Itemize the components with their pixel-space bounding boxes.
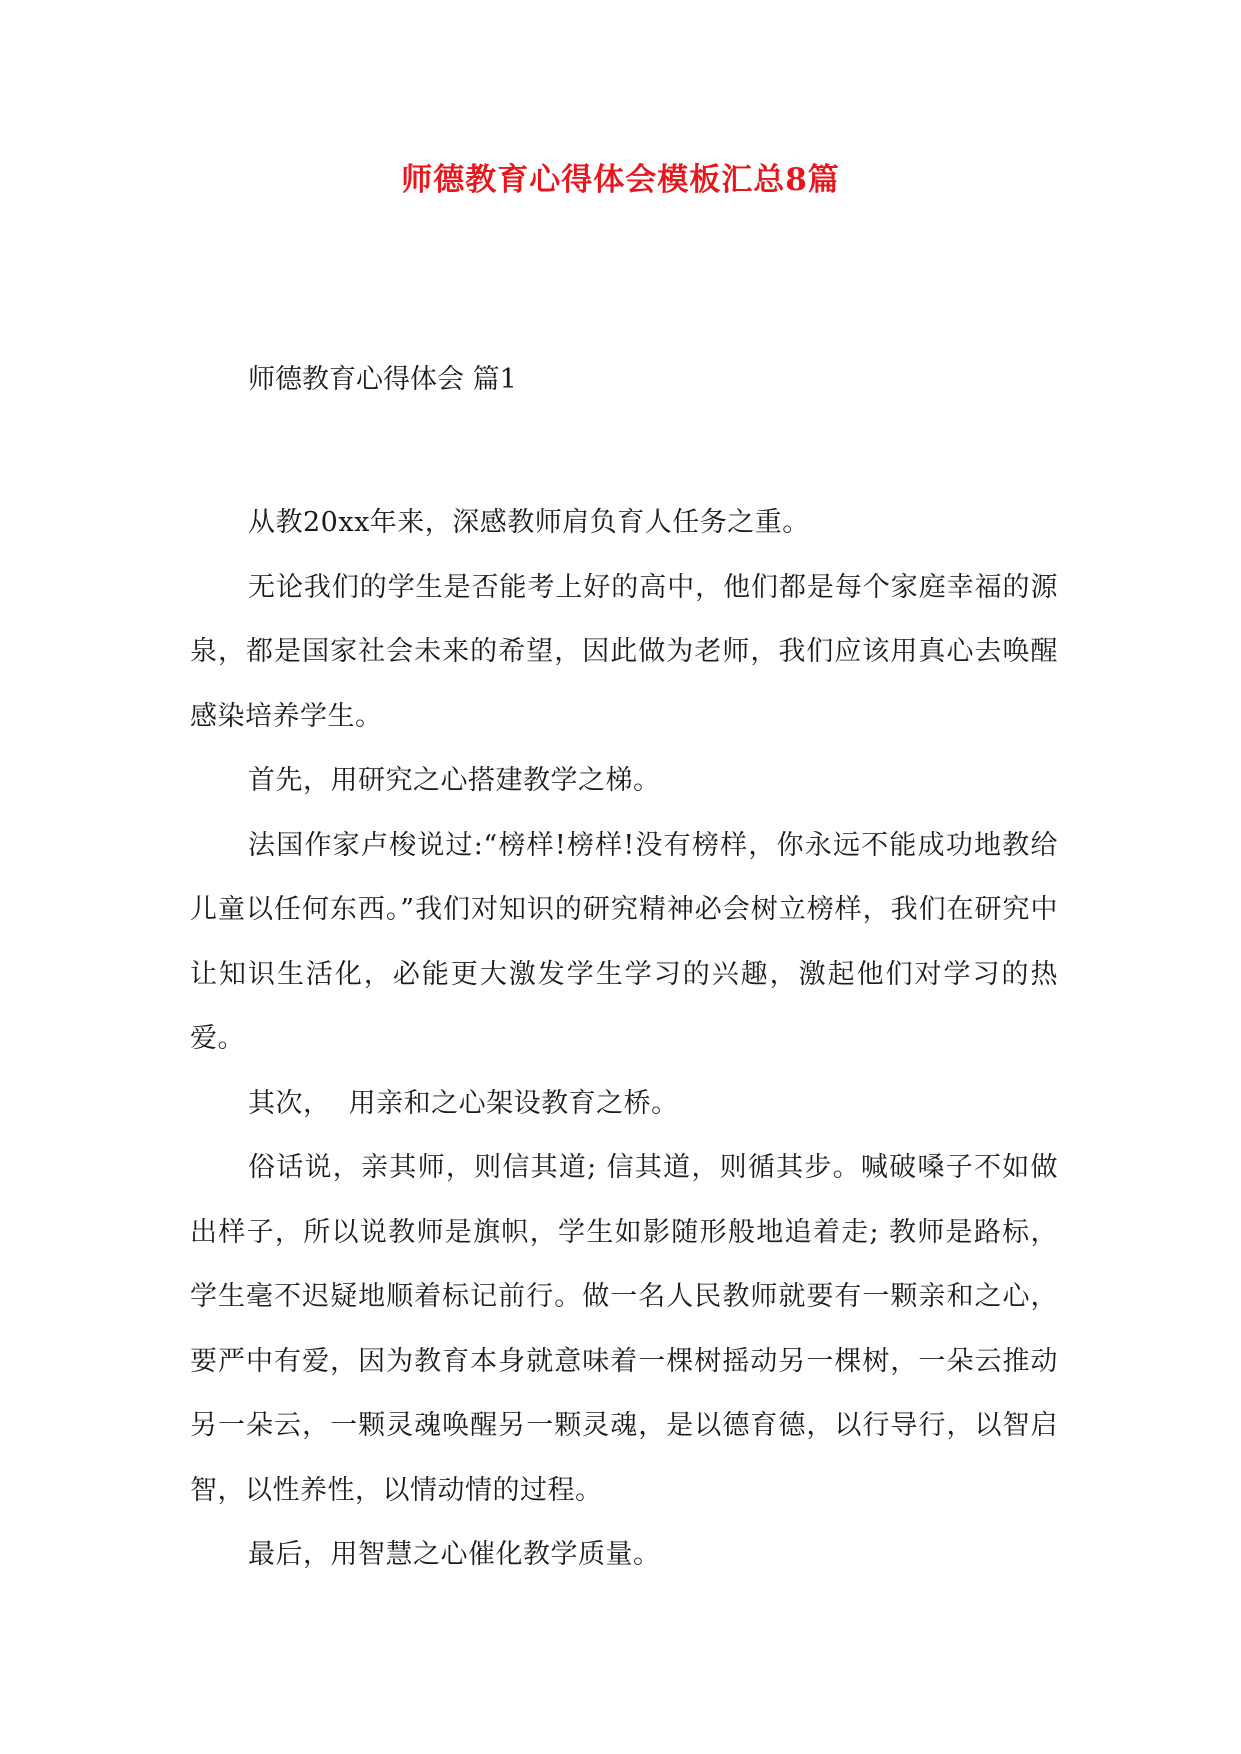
paragraph: 最后，用智慧之心催化教学质量。 — [248, 1539, 661, 1570]
paragraph: 法国作家卢梭说过:“榜样!榜样!没有榜样，你永远不能成功地教给儿童以任何东西。”我们对知识的研究精神必会树立榜样，我们在研究中让知识生活化，必能更大激发学生学习的兴趣，激起他们对学习的热爱。 — [190, 829, 1058, 1054]
body-text — [190, 491, 1058, 1588]
document-title: 师德教育心得体会模板汇总8篇 — [401, 162, 840, 198]
paragraph: 其次， 用亲和之心架设教育之桥。 — [248, 1087, 679, 1119]
section-heading: 师德教育心得体会 篇1 — [248, 364, 517, 395]
paragraph: 俗话说，亲其师，则信其道; 信其道，则循其步。喊破嗓子不如做出样子，所以说教师是旗帜，学生如影随形般地追着走; 教师是路标，学生毫不迟疑地顺着标记前行。做一名人民教师就要有一颗亲和之心，要严中有爱，因为教育本身就意味着一棵树摇动另一棵树，一朵云推动另一朵云，一颗灵魂唤醒另一颗灵魂，是以德育德，以行导行，以智启智，以性养性，以情动情的过程。 — [190, 1152, 1058, 1506]
paragraph: 首先，用研究之心搭建教学之梯。 — [248, 765, 661, 796]
paragraph: 无论我们的学生是否能考上好的高中，他们都是每个家庭幸福的源泉，都是国家社会未来的希望，因此做为老师，我们应该用真心去唤醒感染培养学生。 — [190, 571, 1058, 732]
paragraph: 从教20xx年来，深感教师肩负育人任务之重。 — [248, 507, 810, 538]
